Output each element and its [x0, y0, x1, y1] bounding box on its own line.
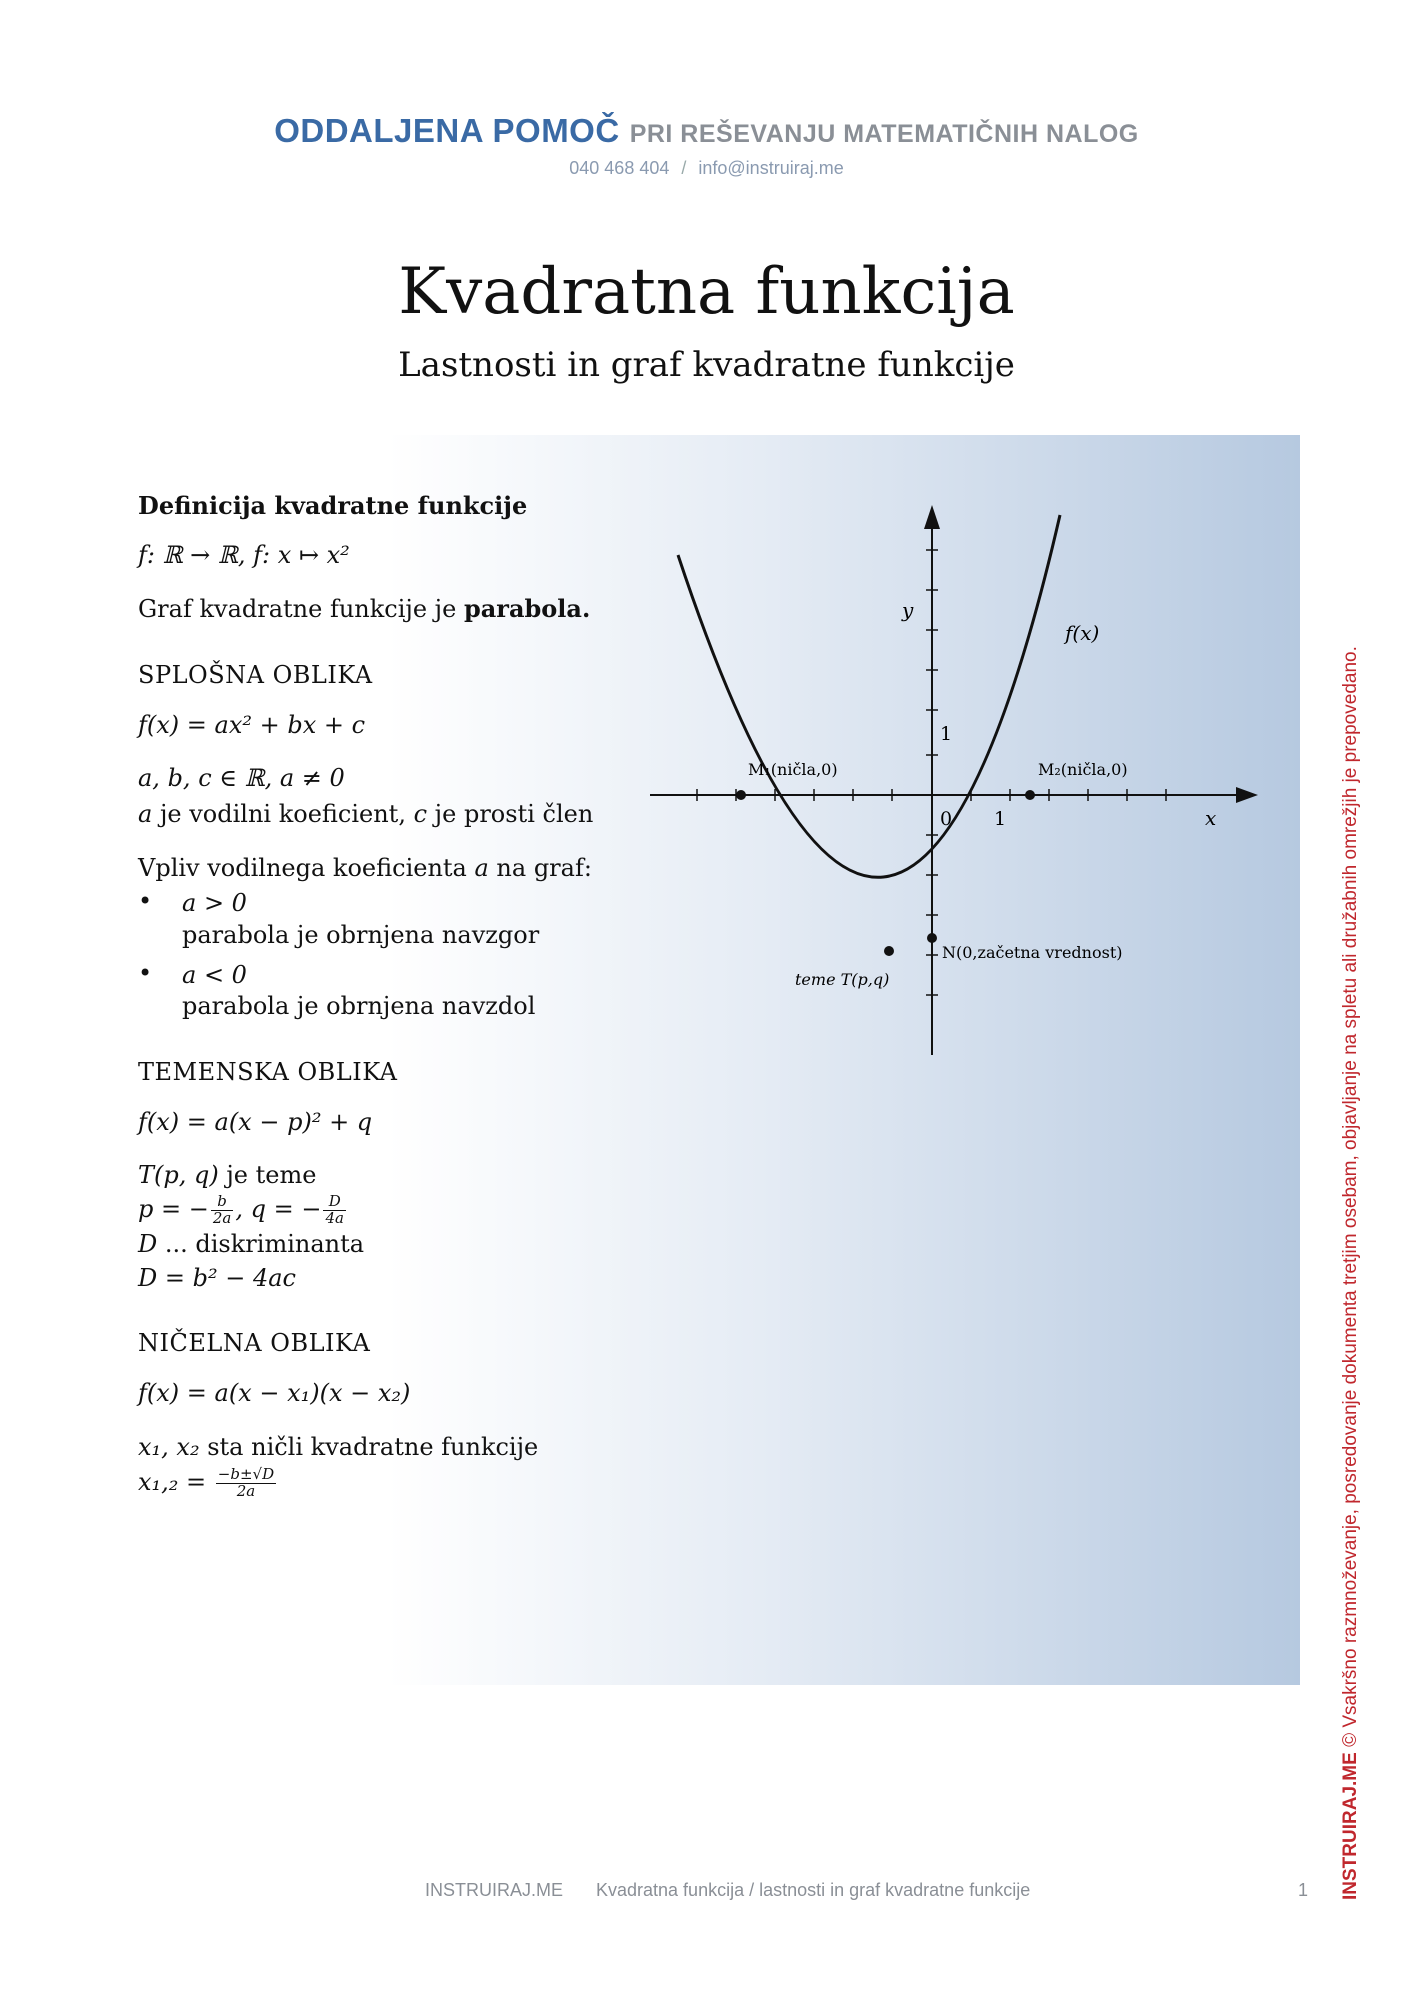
line2-text1: je vodilni koeficient,	[152, 800, 414, 829]
x12-fraction	[216, 1467, 276, 1500]
q-label: , q = −	[235, 1195, 322, 1224]
vertex-teme	[138, 1160, 658, 1192]
line2-text2: je prosti člen	[427, 800, 594, 829]
m1-label: M₁(ničla,0)	[748, 760, 838, 779]
zero-formula: f(x) = a(x − x₁)(x − x₂)	[138, 1378, 411, 1407]
definition-text-before: Graf kvadratne funkcije je	[138, 595, 457, 624]
teme-text: je teme	[218, 1161, 317, 1190]
copyright-text: © Vsakršno razmnoževanje, posredovanje dokumenta tretjim osebam, objavljanje na spletu ali družabnih omrežjih je prepovedano.	[1340, 646, 1361, 1753]
vertex-pq	[138, 1194, 658, 1227]
general-line2	[138, 799, 658, 831]
point-m1	[736, 790, 746, 800]
brand-sub: PRI REŠEVANJU MATEMATIČNIH NALOG	[629, 120, 1139, 148]
footer-site[interactable]: INSTRUIRAJ.ME	[425, 1880, 564, 1900]
list-item	[138, 888, 658, 951]
p-label: p = −	[138, 1195, 209, 1224]
definition-text-bold: parabola.	[463, 594, 591, 624]
x12-den: 2a	[236, 1482, 256, 1501]
bullet-condition: • a > 0	[182, 889, 247, 918]
f-label: f(x)	[1065, 621, 1100, 645]
vertex-d	[138, 1229, 658, 1261]
bullet-description: parabola je obrnjena navzdol	[182, 992, 536, 1021]
page-number: 1	[1298, 1880, 1309, 1900]
x-axis-arrow-icon	[1236, 787, 1258, 803]
roots-var: x₁, x₂	[138, 1432, 200, 1461]
x12-label: x₁,₂ =	[138, 1468, 214, 1497]
vertex-formula: f(x) = a(x − p)² + q	[138, 1107, 373, 1136]
tick-zero: 0	[940, 808, 953, 830]
definition-text	[138, 593, 658, 626]
brand-main: ODDALJENA POMOČ	[274, 112, 620, 149]
point-vertex	[884, 946, 894, 956]
p-num: b	[211, 1194, 234, 1211]
zero-roots	[138, 1432, 658, 1464]
vertex-d-formula: D = b² − 4ac	[138, 1263, 296, 1292]
vertex-heading: TEMENSKA OBLIKA	[138, 1058, 398, 1087]
zero-x12	[138, 1467, 658, 1500]
p-fraction	[211, 1194, 234, 1227]
general-line1: a, b, c ∈ ℝ, a ≠ 0	[138, 764, 345, 793]
teme-var: T(p, q)	[138, 1161, 219, 1190]
influence-line	[138, 853, 658, 885]
n-label: N(0,začetna vrednost)	[942, 943, 1123, 962]
formula-column	[138, 490, 658, 1500]
page-title: Kvadratna funkcija	[398, 255, 1015, 329]
brand	[0, 112, 1413, 150]
q-num: D	[323, 1194, 346, 1211]
copyright-brand: INSTRUIRAJ.ME	[1340, 1752, 1361, 1900]
point-n	[927, 933, 937, 943]
tick-one-x: 1	[994, 808, 1007, 830]
definition-heading: Definicija kvadratne funkcije	[138, 491, 528, 520]
definition-formula: f: ℝ → ℝ, f: x ↦ x²	[138, 540, 350, 569]
x12-num: −b±√D	[217, 1465, 275, 1484]
list-item	[138, 960, 658, 1023]
p-den: 2a	[212, 1209, 232, 1228]
general-formula: f(x) = ax² + bx + c	[138, 710, 366, 739]
tick-one-y: 1	[940, 723, 953, 745]
roots-text: sta ničli kvadratne funkcije	[199, 1432, 539, 1461]
var-c: c	[413, 800, 428, 829]
vertex-label: teme T(p,q)	[795, 970, 890, 989]
footer-doc: Kvadratna funkcija / lastnosti in graf kvadratne funkcije	[596, 1880, 1031, 1900]
influence-list	[138, 888, 658, 1023]
email[interactable]: info@instruiraj.me	[698, 158, 844, 178]
var-a: a	[138, 800, 153, 829]
phone[interactable]: 040 468 404	[569, 158, 670, 178]
bullet-condition: • a < 0	[182, 960, 247, 989]
d-text: ... diskriminanta	[157, 1229, 365, 1258]
q-den: 4a	[325, 1209, 344, 1228]
y-axis-label: y	[902, 598, 914, 622]
influence-var: a	[474, 853, 489, 882]
x-axis-label: x	[1205, 806, 1217, 830]
q-fraction	[323, 1194, 346, 1227]
contact-separator: /	[681, 158, 687, 178]
m2-label: M₂(ničla,0)	[1038, 760, 1128, 779]
copyright-notice	[1340, 646, 1362, 1900]
bullet-description: parabola je obrnjena navzgor	[182, 921, 540, 950]
y-axis-arrow-icon	[924, 505, 940, 529]
d-var: D	[138, 1229, 158, 1258]
parabola-graph	[640, 495, 1260, 1065]
general-heading: SPLOŠNA OBLIKA	[138, 661, 373, 690]
influence-text: Vpliv vodilnega koeficienta	[138, 853, 475, 882]
influence-end: na graf:	[488, 853, 592, 882]
contact-line	[0, 158, 1413, 179]
point-m2	[1025, 790, 1035, 800]
zero-heading: NIČELNA OBLIKA	[138, 1329, 371, 1358]
header	[0, 112, 1413, 179]
content-panel	[130, 435, 1300, 1685]
page-subtitle: Lastnosti in graf kvadratne funkcije	[398, 345, 1015, 385]
